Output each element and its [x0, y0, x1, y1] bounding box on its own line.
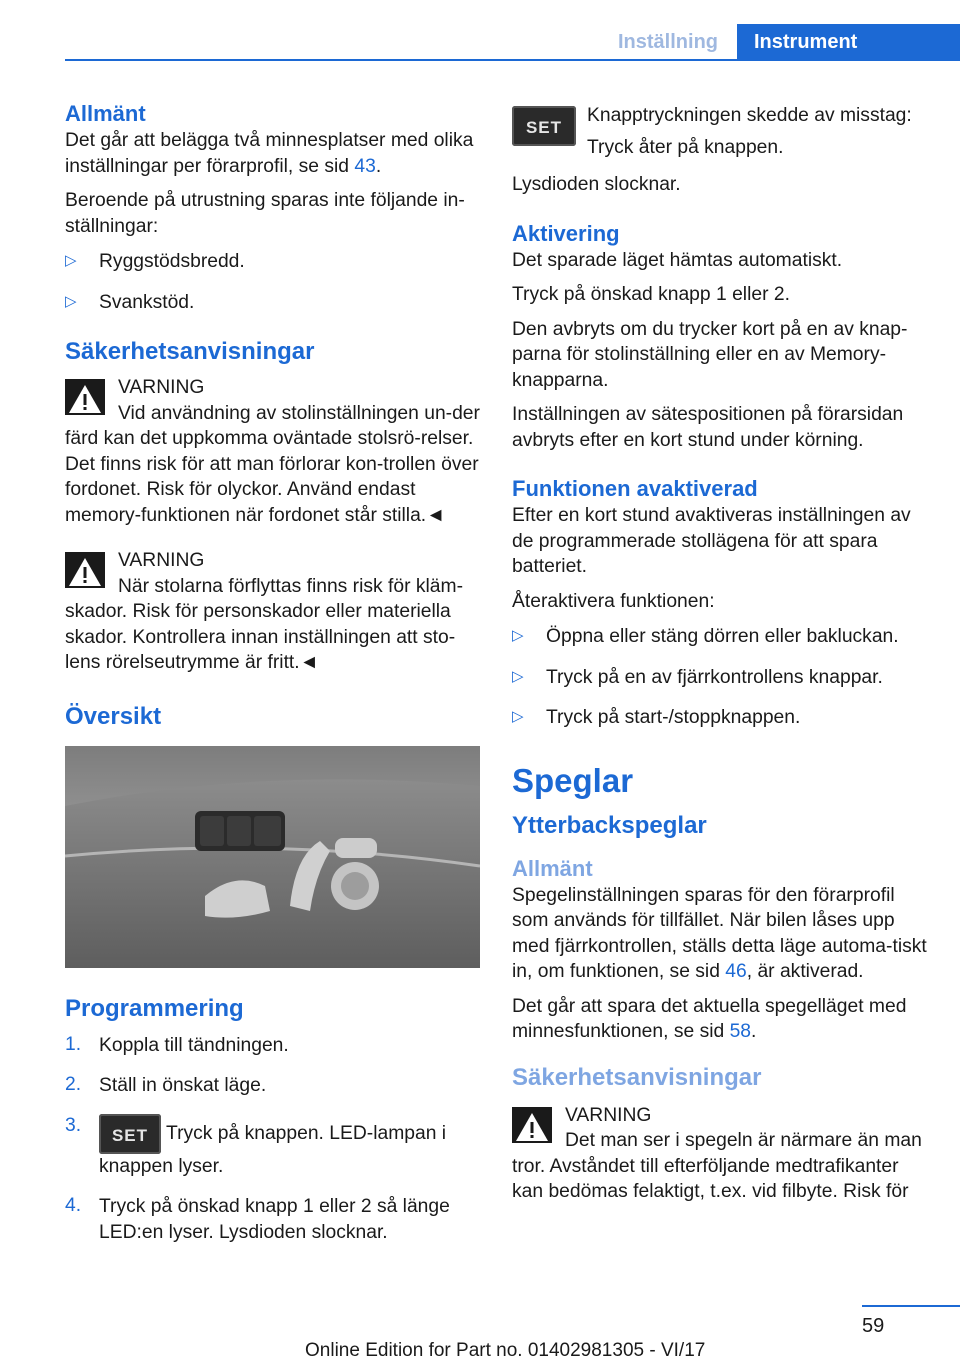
heading-programmering: Programmering [65, 994, 244, 1022]
set-button-icon: SET [99, 1114, 161, 1154]
header-rule [65, 59, 960, 61]
list-item: ▷ Svankstöd. [65, 289, 483, 322]
heading-sakerhetsanvisningar: Säkerhetsanvisningar [65, 338, 315, 365]
warning-block-1 [65, 375, 483, 528]
footer-edition: Online Edition for Part no. 01402981305 - VI/17 [305, 1340, 706, 1361]
footer-rule [862, 1305, 960, 1307]
aktivering-p4: Inställningen av sätespositionen på förarsidan avbryts efter en kort stund under körning. [512, 404, 904, 451]
list-item: ▷ Tryck på start-/stoppknappen. [512, 704, 932, 737]
paragraph-memory-slots: Det går att belägga två minnesplatser med olika inställningar per förarprofil, se sid 43. [65, 130, 474, 177]
numbered-steps [65, 1032, 483, 1252]
heading-speglar: Speglar [512, 761, 634, 799]
list-item: 1. Koppla till tändningen. [65, 1033, 289, 1056]
aktivering-p3: Den avbryts om du trycker kort på en av knap-parna för stolinställning eller en av Memory-knapparna. [512, 318, 908, 391]
warning-text: Vid användning av stolinställningen un-der färd kan det uppkomma oväntade stolsrö-relser. Det finns risk för att man förlorar kon-trollen över fordonet. Risk för olyckor. Använd endast memory-funktionen när fordonet står stilla.◄ [65, 402, 480, 526]
set-button-icon: SET [512, 106, 576, 146]
page-number: 59 [862, 1315, 885, 1337]
list-item: 3. SET Tryck på knappen. LED-lampan i knappen lyser. [65, 1114, 447, 1177]
warning-text: När stolarna förflyttas finns risk för kläm-skador. Risk för personskador eller materiella skador. Kontrollera innan inställningen att sto-lens rörelseutrymme är fritt.◄ [65, 575, 464, 673]
heading-funktionen-avaktiverad: Funktionen avaktiverad [512, 476, 758, 501]
heading-allmant-2: Allmänt [512, 855, 593, 881]
warning-triangle-icon [65, 552, 105, 588]
funk-p2: Återaktivera funktionen: [512, 590, 715, 612]
header-tab-instrument[interactable]: Instrument [737, 24, 960, 61]
triangle-bullet-icon: ▷ [65, 252, 77, 269]
right-column [512, 100, 932, 1221]
seat-controls-photo [65, 746, 480, 968]
speglar-p2: Det går att spara det aktuella spegelläget med minnesfunktionen, se sid 58. [512, 995, 907, 1042]
page-link-58[interactable]: 58 [729, 1021, 752, 1042]
triangle-bullet-icon: ▷ [65, 292, 77, 310]
triangle-bullet-icon: ▷ [512, 667, 524, 685]
paragraph-not-saved: Beroende på utrustning sparas inte följande in-ställningar: [65, 190, 465, 237]
list-item: ▷ Ryggstödsbredd. [65, 248, 483, 281]
triangle-bullet-icon: ▷ [512, 627, 524, 644]
funk-p1: Efter en kort stund avaktiveras inställningen av de programmerade stollägena för att spara batteriet. [512, 505, 911, 577]
bullet-list-not-saved [65, 248, 483, 321]
warning-text: Det man ser i spegeln är närmare än man tror. Avståndet till efterföljande medtrafikanter kan bedömas felaktigt, t.ex. vid filbyte. Risk för [512, 1130, 922, 1202]
list-item: 4. Tryck på önskad knapp 1 eller 2 så länge LED:en lyser. Lysdioden slocknar. [65, 1195, 450, 1243]
page-link-46[interactable]: 46 [725, 961, 747, 982]
header-tab-installning[interactable]: Inställning [618, 31, 718, 53]
heading-allmant: Allmänt [65, 101, 146, 126]
left-column [65, 100, 483, 1263]
aktivering-p1: Det sparade läget hämtas automatiskt. [512, 249, 843, 271]
warning-block-3 [512, 1103, 932, 1205]
heading-sakerhetsanvisningar-2: Säkerhetsanvisningar [512, 1063, 762, 1091]
warning-triangle-icon [512, 1107, 552, 1143]
speglar-p1: Spegelinställningen sparas för den förarprofil som används för tillfället. När bilen låses upp med fjärrkontrollen, ställs detta läge automa-tiskt in, om funktionen, se sid 46, är aktiverad. [512, 884, 927, 982]
warning-title: VARNING [565, 1104, 652, 1126]
list-item: 2. Ställ in önskat läge. [65, 1074, 267, 1096]
warning-block-2 [65, 548, 483, 676]
aktivering-p2: Tryck på önskad knapp 1 eller 2. [512, 284, 790, 305]
heading-oversikt: Översikt [65, 702, 162, 730]
mistake-block [512, 100, 932, 164]
led-off-text: Lysdioden slocknar. [512, 174, 681, 195]
list-item: ▷ Öppna eller stäng dörren eller bakluckan. [512, 623, 932, 656]
bullet-list-reactivate [512, 623, 932, 737]
list-item: ▷ Tryck på en av fjärrkontrollens knappar. [512, 664, 932, 697]
warning-triangle-icon [65, 379, 105, 415]
heading-ytterbackspeglar: Ytterbackspeglar [512, 811, 707, 839]
mistake-text: Knapptryckningen skedde av misstag: Tryck åter på knappen. [587, 105, 912, 158]
warning-title: VARNING [118, 550, 205, 571]
warning-title: VARNING [118, 377, 205, 398]
page-link-43[interactable]: 43 [354, 155, 376, 177]
heading-aktivering: Aktivering [512, 220, 620, 246]
triangle-bullet-icon: ▷ [512, 708, 524, 725]
